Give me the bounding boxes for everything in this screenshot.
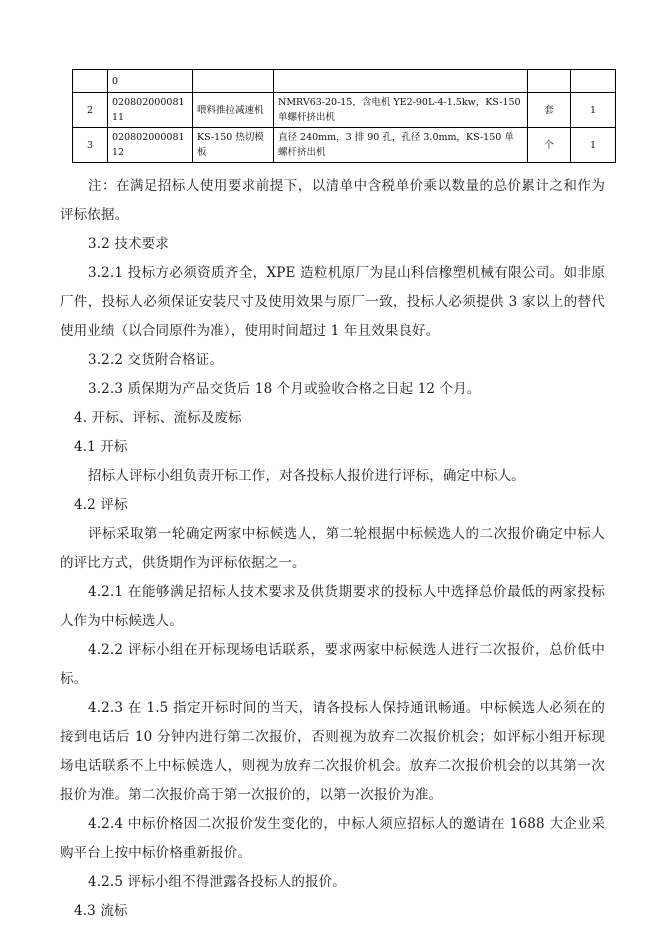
cell-index: 3 — [73, 128, 108, 163]
cell-unit: 套 — [528, 93, 571, 128]
paragraph-4-1-body: 招标人评标小组负责开标工作，对各投标人报价进行评标，确定中标人。 — [88, 468, 525, 484]
heading-4-1: 4.1 开标 — [74, 439, 128, 455]
equipment-spec-table — [72, 69, 616, 163]
paragraph-3-2-1: 3.2.1 投标方必须资质齐全，XPE 造粒机原厂为昆山科信橡塑机械有限公司。如非原厂件，投标人必须保证安装尺寸及使用效果与原厂一致，投标人必须提供 3 家以上的替代使用业绩（以合同原件为准），使用时间超过 1 年且效果良好。 — [60, 265, 605, 339]
paragraph-4-2-1: 4.2.1 在能够满足招标人技术要求及供货期要求的投标人中选择总价最低的两家投标人作为中标候选人。 — [60, 584, 605, 629]
cell-unit: 个 — [528, 128, 571, 163]
heading-3-2: 3.2 技术要求 — [88, 236, 169, 252]
cell-name — [193, 70, 274, 93]
paragraph-4-2-5: 4.2.5 评标小组不得泄露各投标人的报价。 — [88, 874, 346, 890]
cell-name: 喂料推拉减速机 — [193, 93, 274, 128]
heading-4: 4. 开标、评标、流标及废标 — [74, 410, 242, 426]
cell-quantity — [571, 70, 616, 93]
cell-unit — [528, 70, 571, 93]
cell-quantity: 1 — [571, 128, 616, 163]
paragraph-3-2-2: 3.2.2 交货附合格证。 — [88, 352, 224, 368]
cell-code: 02080200008112 — [108, 128, 193, 163]
table-row-partial — [73, 70, 616, 93]
cell-index — [73, 70, 108, 93]
cell-spec: NMRV63-20-15，含电机 YE2-90L-4-1.5kw，KS-150 单螺杆挤出机 — [274, 93, 528, 128]
cell-code: 0 — [108, 70, 193, 93]
paragraph-4-2-body: 评标采取第一轮确定两家中标候选人，第二轮根据中标候选人的二次报价确定中标人的评比方式，供货期作为评标依据之一。 — [60, 526, 605, 571]
document-body — [60, 172, 605, 926]
cell-spec: 直径 240mm，3 排 90 孔，孔径 3.0mm，KS-150 单螺杆挤出机 — [274, 128, 528, 163]
paragraph-4-2-4: 4.2.4 中标价格因二次报价发生变化的，中标人须应招标人的邀请在 1688 大企业采购平台上按中标价格重新报价。 — [60, 816, 605, 861]
table-row — [73, 128, 616, 163]
paragraph-4-2-2: 4.2.2 评标小组在开标现场电话联系，要求两家中标候选人进行二次报价，总价低中标。 — [60, 642, 605, 687]
spec-table-container — [72, 69, 597, 163]
cell-name: KS-150 热切模板 — [193, 128, 274, 163]
note-paragraph: 注：在满足招标人使用要求前提下，以清单中含税单价乘以数量的总价累计之和作为评标依据。 — [60, 178, 605, 223]
heading-4-2: 4.2 评标 — [74, 497, 128, 513]
heading-4-3: 4.3 流标 — [74, 903, 128, 919]
cell-code: 02080200008111 — [108, 93, 193, 128]
paragraph-3-2-3: 3.2.3 质保期为产品交货后 18 个月或验收合格之日起 12 个月。 — [88, 381, 481, 397]
cell-quantity: 1 — [571, 93, 616, 128]
cell-spec — [274, 70, 528, 93]
table-row — [73, 93, 616, 128]
paragraph-4-2-3: 4.2.3 在 1.5 指定开标时间的当天，请各投标人保持通讯畅通。中标候选人必须在的接到电话后 10 分钟内进行第二次报价，否则视为放弃二次报价机会；如评标小组开标现场电话联系不上中标候选人，则视为放弃二次报价机会。放弃二次报价机会的以其第一次报价为准。第二次报价高于第一次报价的，以第一次报价为准。 — [60, 700, 605, 803]
cell-index: 2 — [73, 93, 108, 128]
